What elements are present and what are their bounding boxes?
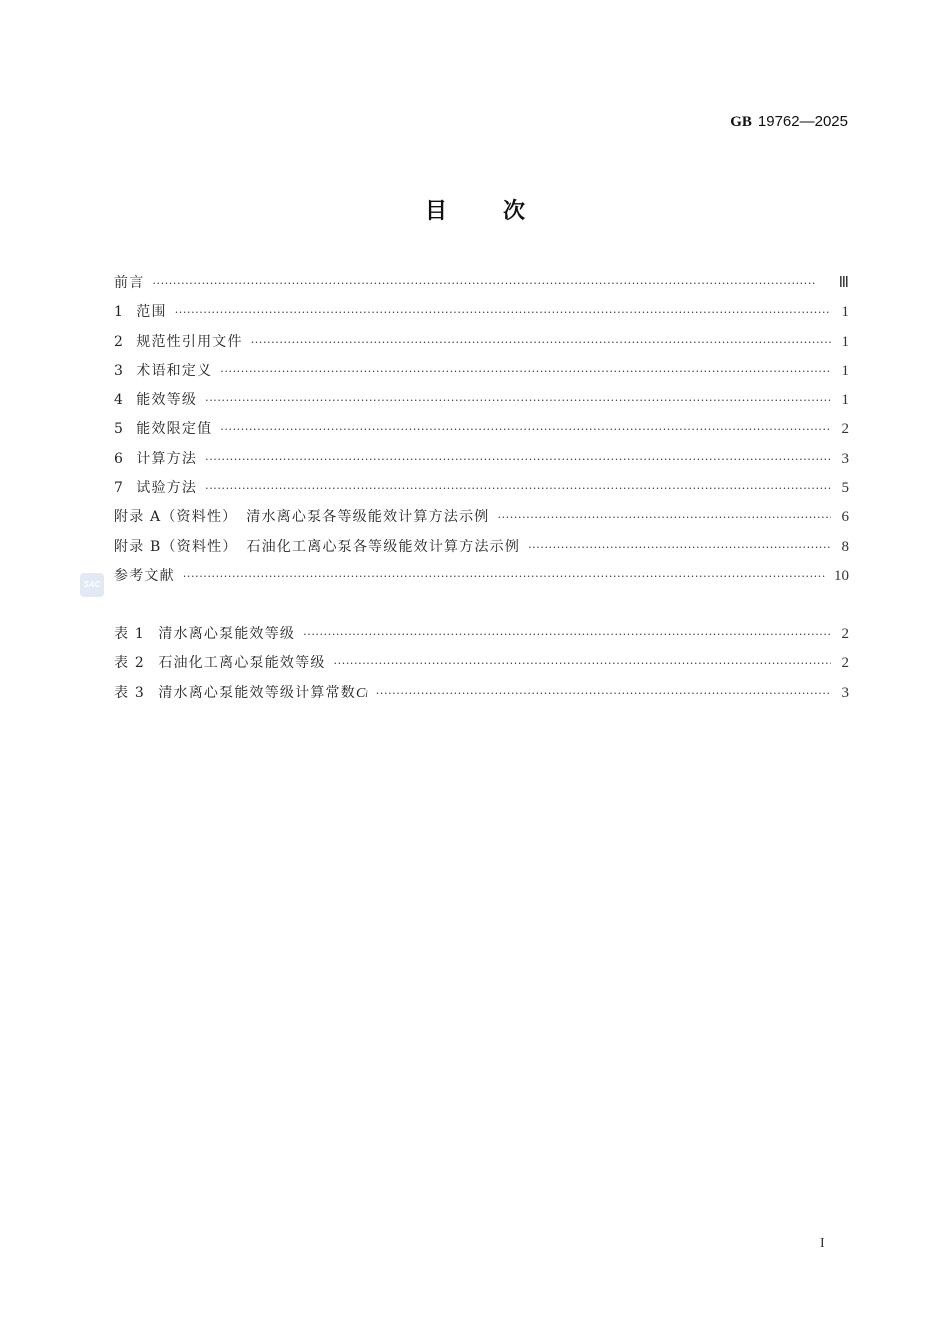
toc-num: 4 <box>114 392 123 409</box>
toc-num: 5 <box>114 421 123 438</box>
toc-page: 10 <box>834 567 849 584</box>
standard-number: 19762—2025 <box>757 113 848 130</box>
toc-page: 3 <box>841 684 849 701</box>
dot-leader <box>497 503 831 532</box>
standard-code <box>730 113 848 131</box>
toc-page: 1 <box>841 333 849 350</box>
title-char-2: 次 <box>503 199 526 224</box>
dot-leader <box>152 269 830 298</box>
dot-leader <box>175 298 831 327</box>
dot-leader <box>528 533 831 562</box>
toc-num: 6 <box>114 450 123 467</box>
toc-label: 清水离心泵能效等级 <box>158 626 296 642</box>
toc-num: 7 <box>114 480 123 497</box>
toc-num: 2 <box>114 333 123 350</box>
toc-tables <box>114 620 849 708</box>
page-title <box>0 194 950 225</box>
toc-page: 1 <box>841 362 849 379</box>
toc-entry-foreword[interactable] <box>114 269 849 298</box>
toc-label: 计算方法 <box>136 450 198 467</box>
toc-page: Ⅲ <box>838 275 849 291</box>
dot-leader <box>220 357 831 386</box>
toc-entry-annex-b[interactable] <box>114 533 849 562</box>
toc-entry-bibliography[interactable] <box>114 562 849 591</box>
toc-entry-annex-a[interactable] <box>114 503 849 532</box>
page-number: I <box>820 1236 825 1251</box>
toc-page: 2 <box>841 655 849 672</box>
standard-prefix: GB <box>730 114 752 130</box>
toc-entry-table-2[interactable] <box>114 649 849 678</box>
toc-label: 试验方法 <box>136 480 198 497</box>
title-char-1: 目 <box>424 199 447 224</box>
toc-label: 石油化工离心泵各等级能效计算方法示例 <box>246 538 521 555</box>
toc-num: 表 3 <box>114 684 145 701</box>
toc-entry-table-1[interactable] <box>114 620 849 649</box>
toc-entry-scope[interactable] <box>114 298 849 327</box>
toc-entry-normative-references[interactable] <box>114 328 849 357</box>
toc-page: 2 <box>841 626 849 642</box>
constant-symbol: C <box>355 685 366 701</box>
dot-leader <box>303 620 831 649</box>
toc-entry-efficiency-grades[interactable] <box>114 386 849 415</box>
toc-page: 3 <box>841 450 849 467</box>
toc-num: 表 1 <box>114 626 145 642</box>
dot-leader <box>205 445 831 474</box>
toc-sections <box>114 269 849 591</box>
toc-entry-limit-values[interactable] <box>114 415 849 444</box>
toc-page: 8 <box>841 538 849 555</box>
toc-label: 前言 <box>114 275 145 291</box>
toc-label: 术语和定义 <box>136 362 213 379</box>
toc-label: 清水离心泵能效等级计算常数 <box>158 684 356 701</box>
toc-label: 能效限定值 <box>136 421 213 438</box>
toc-num: 附录 B（资料性） <box>114 538 238 555</box>
toc-entry-test-method[interactable] <box>114 474 849 503</box>
dot-leader <box>334 649 831 678</box>
toc-label: 清水离心泵各等级能效计算方法示例 <box>246 509 490 526</box>
toc-label: 石油化工离心泵能效等级 <box>158 655 326 672</box>
toc-label: 参考文献 <box>114 567 175 584</box>
dot-leader <box>183 562 826 591</box>
dot-leader <box>205 474 831 503</box>
toc-num: 表 2 <box>114 655 145 672</box>
toc-page: 2 <box>841 421 849 438</box>
toc-num: 附录 A（资料性） <box>114 509 238 526</box>
toc-entry-calculation-method[interactable] <box>114 445 849 474</box>
toc-label: 规范性引用文件 <box>136 333 243 350</box>
dot-leader <box>220 415 831 444</box>
toc-num: 3 <box>114 362 123 379</box>
dot-leader <box>205 386 831 415</box>
constant-subscript: i <box>365 688 368 699</box>
dot-leader <box>376 679 831 708</box>
toc-label: 范围 <box>136 304 167 321</box>
toc-num: 1 <box>114 304 123 321</box>
toc-page: 6 <box>841 509 849 526</box>
dot-leader <box>251 328 831 357</box>
sac-watermark-logo: SAC <box>80 573 104 597</box>
toc-page: 1 <box>841 304 849 321</box>
toc-entry-table-3[interactable] <box>114 679 849 708</box>
toc-page: 1 <box>841 392 849 409</box>
toc-page: 5 <box>841 480 849 497</box>
toc-label: 能效等级 <box>136 392 198 409</box>
toc-entry-terms[interactable] <box>114 357 849 386</box>
